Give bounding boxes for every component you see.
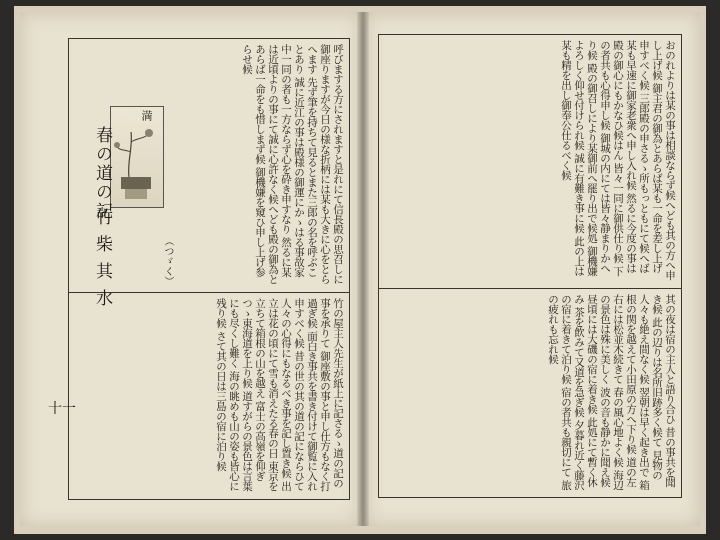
continued-note: （つゞく） [162, 236, 173, 286]
illustration-drawing [111, 107, 163, 207]
right-frame-divider [378, 288, 681, 289]
illustration-caption: 満 [140, 110, 153, 123]
page-number: 十一 [48, 401, 76, 417]
right-upper-text: おのれよりは某の事は相談ならず候へども其の方へ申し上げ候 御主君の御為とあらば某も一命を差し上げ申すべく候 三郎殿の申さるゝ所もっともにて候へば 某も早速に御家老衆へ申し入れ候 然るに今度の事は殿の御心にもかなひ候はん 皆々一同に御供仕り候 下の者共も心得申し候 御城の内にては皆々静まりかへり候 殿の御召しにより某御前へ罷り出で候処 御機嫌よろしく仰せ付けられ候 誠に有難き事に候 此の上は某も精を出し御奉公仕るべく候 [560, 40, 676, 280]
book-gutter [357, 12, 369, 526]
author-name: 竹柴其水 [92, 208, 112, 316]
illustration [110, 106, 164, 208]
left-lower-text: 竹の屋主人先生が紙上に記さるゝ道の記の事を承りて 御座敷の事と申し仕方もなく打過ぎ候 面白き事共を書き付けて御覧に入れ申すべく候 昔の世の其の道の記にならひて 人々の心得にもなるべき事を記し置き候 出立は花の頃にて雪も消えたる春の日 東京を立ちて箱根の山を越え 富士の高嶺を仰ぎつゝ東海道を上り候 道すがらの景色は言葉にも尽くし難く 海の眺めも山の姿も皆心に残り候 さて其の日は三島の宿に泊り候 [215, 298, 344, 491]
right-lower-text: 其の夜は宿の主人と語り合ひ 昔の事共を聞き候 此の辺りは名所旧跡多く候て 見物の人々も絶え間なく候 翌朝は早く起き出で 箱根の関を越えて小田原の方へ下り候 道の左右には松並木続きて 春の風心地よく候 海辺の景色は殊に美しく 波の音も静かに聞え候 昼頃には大磯の宿に着き候 此処にて暫く休み 茶を飲みて又道を急ぎ候 夕暮れ近く藤沢の宿に着きて泊り候 宿の者共も親切にて 旅の疲れも忘れ候 [547, 294, 676, 490]
left-upper-text: 呼びまする方にされますと是れにて信長殿の思召しに御座りますが今日の様な折柄には某も大きに心をとらへます 先ず筆を持ちて見るとまた三郎の名を呼ぶことあり 誠に近江の事は殿様の御運にかゝはる事故家中一同の者も一方ならず心を砕き申すなり 然るに某は近頃よりの事にて誠に心許なく候へども殿の御為とあらば一命をも惜しまず候 御機嫌を窺ひ申し上げ参らせ候 [241, 44, 344, 284]
essay-title: 春の道の記 [92, 126, 112, 221]
open-book [14, 6, 706, 534]
